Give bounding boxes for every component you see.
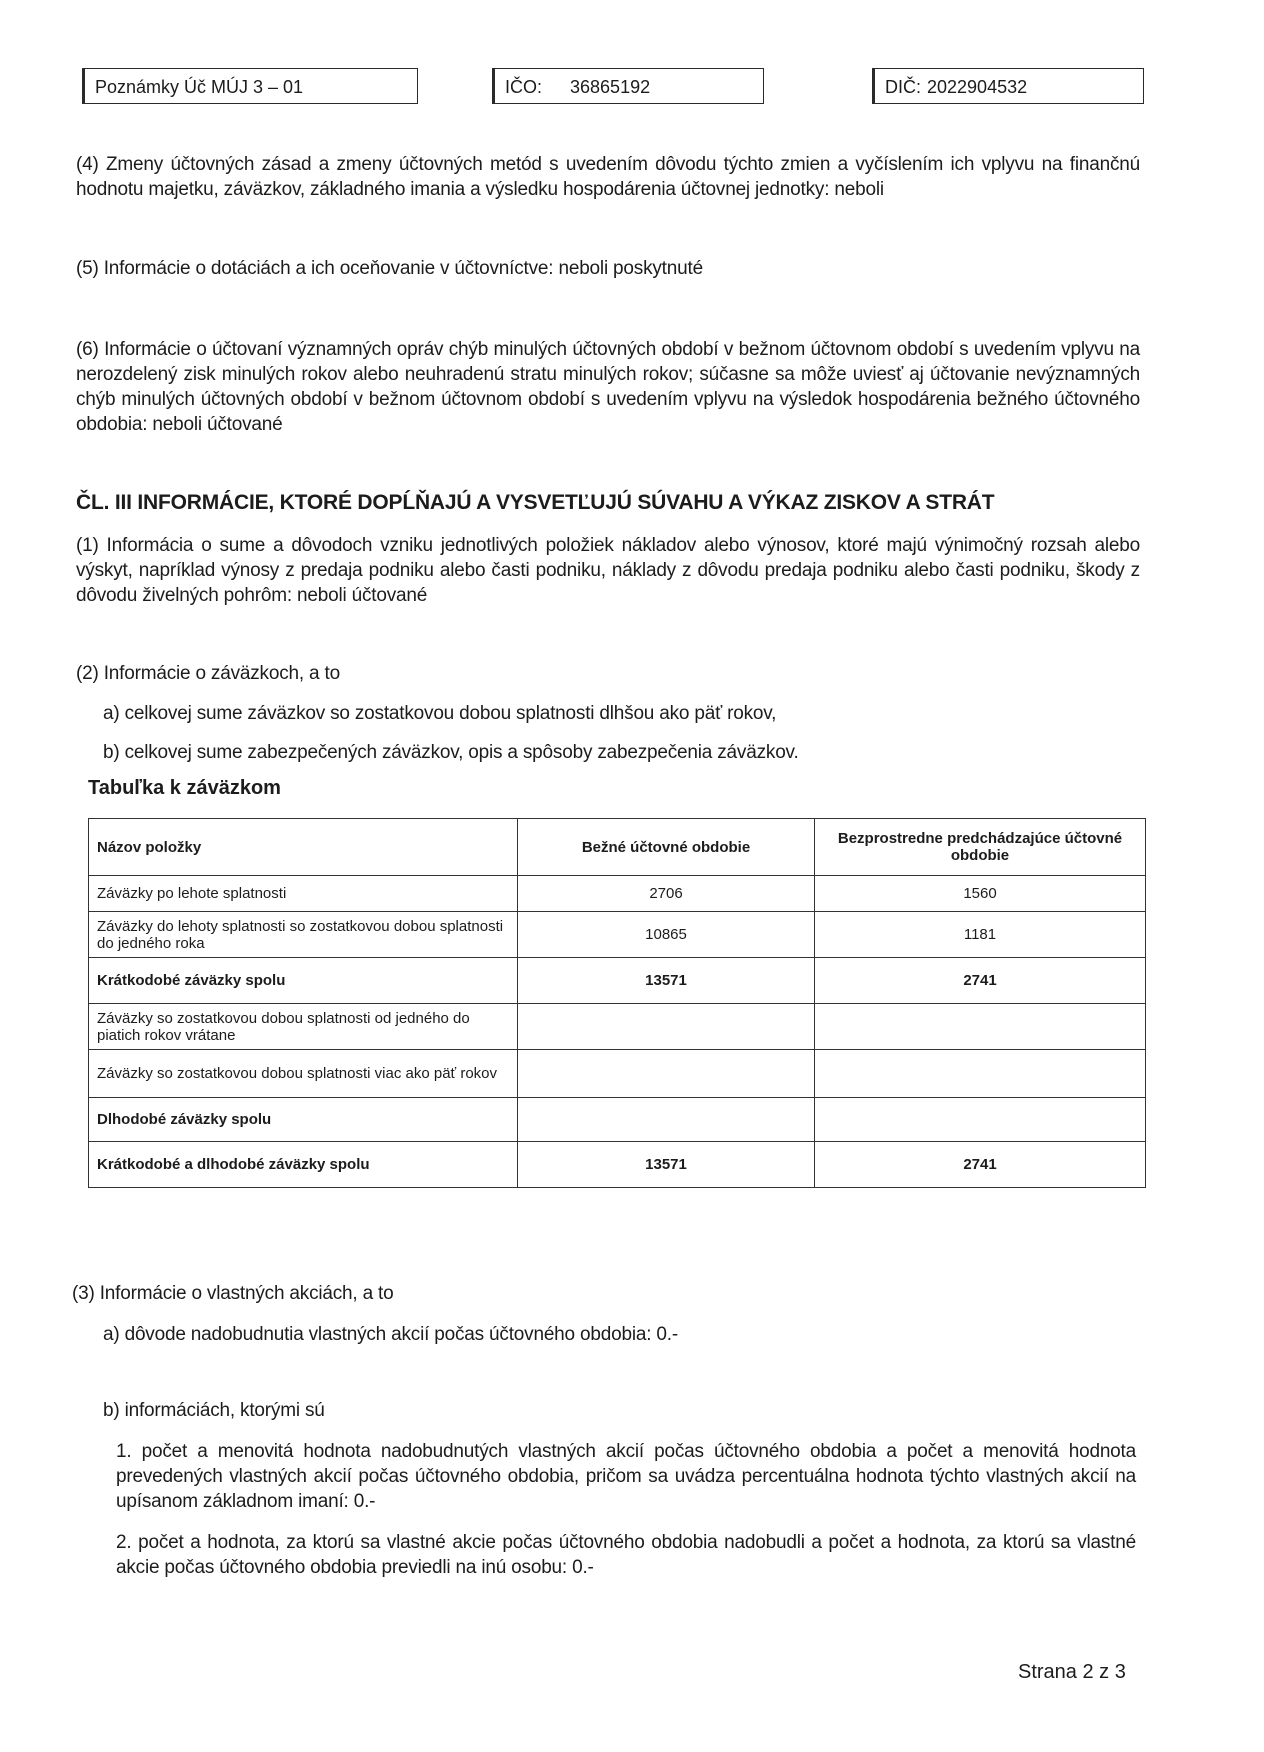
paragraph-2a: a) celkovej sume záväzkov so zostatkovou dobou splatnosti dlhšou ako päť rokov, <box>103 703 777 724</box>
row-previous-value: 1560 <box>815 876 1146 912</box>
table-row <box>89 912 1146 958</box>
header-previous-period: Bezprostredne predchádzajúce účtovné obdobie <box>815 819 1146 876</box>
row-previous-value <box>815 1050 1146 1098</box>
table-row-total <box>89 1142 1146 1188</box>
row-previous-value: 1181 <box>815 912 1146 958</box>
dic-value: 2022904532 <box>927 77 1028 97</box>
section-paragraph-3: (3) Informácie o vlastných akciách, a to <box>72 1283 394 1304</box>
row-previous-value <box>815 1098 1146 1142</box>
row-previous-value <box>815 1004 1146 1050</box>
section-paragraph-1: (1) Informácia o sume a dôvodoch vzniku jednotlivých položiek nákladov alebo výnosov, ktoré majú výnimočný rozsah alebo výskyt, napríklad výnosy z predaja podniku alebo časti podniku, náklady z dôvodu predaja podniku alebo časti podniku, škody z dôvodu živelných pohrôm: neboli účtované <box>76 535 1140 606</box>
row-label: Záväzky po lehote splatnosti <box>89 876 518 912</box>
table-row <box>89 876 1146 912</box>
table-title: Tabuľka k záväzkom <box>88 777 281 799</box>
row-previous-value: 2741 <box>815 1142 1146 1188</box>
row-label: Záväzky so zostatkovou dobou splatnosti viac ako päť rokov <box>89 1050 518 1098</box>
header-ico-box <box>492 68 764 104</box>
row-label: Záväzky do lehoty splatnosti so zostatkovou dobou splatnosti do jedného roka <box>89 912 518 958</box>
row-current-value: 2706 <box>518 876 815 912</box>
row-current-value <box>518 1098 815 1142</box>
dic-label: DIČ: <box>885 77 921 97</box>
paragraph-3a: a) dôvode nadobudnutia vlastných akcií počas účtovného obdobia: 0.- <box>103 1324 678 1345</box>
header-current-period: Bežné účtovné obdobie <box>518 819 815 876</box>
row-current-value: 10865 <box>518 912 815 958</box>
row-label: Záväzky so zostatkovou dobou splatnosti od jedného do piatich rokov vrátane <box>89 1004 518 1050</box>
table-row <box>89 1050 1146 1098</box>
ico-label: IČO: <box>505 77 543 97</box>
header-item-name: Názov položky <box>89 819 518 876</box>
paragraph-4: (4) Zmeny účtovných zásad a zmeny účtovných metód s uvedením dôvodu týchto zmien a vyčíslením ich vplyvu na finančnú hodnotu majetku, záväzkov, základného imania a výsledku hospodárenia účtovnej jednotky: neboli <box>76 154 1140 200</box>
row-current-value: 13571 <box>518 1142 815 1188</box>
row-current-value <box>518 1004 815 1050</box>
paragraph-6: (6) Informácie o účtovaní významných opráv chýb minulých účtovných období v bežnom účtovnom období s uvedením vplyvu na nerozdelený zisk minulých rokov alebo neuhradenú stratu minulých rokov; súčasne sa môže uviesť aj účtovanie nevýznamných chýb minulých účtovných období v bežnom účtovnom období s uvedením vplyvu na výsledok hospodárenia bežného účtovného obdobia: neboli účtované <box>76 339 1140 435</box>
table-row-subtotal <box>89 958 1146 1004</box>
header-notes-box <box>82 68 418 104</box>
header-dic-box <box>872 68 1144 104</box>
paragraph-3b: b) informáciách, ktorými sú <box>103 1400 325 1421</box>
paragraph-3b-2: 2. počet a hodnota, za ktorú sa vlastné akcie počas účtovného obdobia nadobudli a počet a hodnota, za ktorú sa vlastné akcie počas účtovného obdobia previedli na inú osobu: 0.- <box>116 1532 1136 1578</box>
row-label: Dlhodobé záväzky spolu <box>89 1098 518 1142</box>
row-current-value <box>518 1050 815 1098</box>
page-number: Strana 2 z 3 <box>1018 1661 1126 1683</box>
row-label: Krátkodobé a dlhodobé záväzky spolu <box>89 1142 518 1188</box>
liabilities-table <box>88 818 1146 1188</box>
row-previous-value: 2741 <box>815 958 1146 1004</box>
paragraph-2b: b) celkovej sume zabezpečených záväzkov, opis a spôsoby zabezpečenia záväzkov. <box>103 742 799 763</box>
table-row-subtotal <box>89 1098 1146 1142</box>
paragraph-3b-1: 1. počet a menovitá hodnota nadobudnutých vlastných akcií počas účtovného obdobia a počet a menovitá hodnota prevedených vlastných akcií počas účtovného obdobia, pričom sa uvádza percentuálna hodnota týchto vlastných akcií na upísanom základnom imaní: 0.- <box>116 1441 1136 1512</box>
paragraph-5: (5) Informácie o dotáciách a ich oceňovanie v účtovníctve: neboli poskytnuté <box>76 258 703 279</box>
table-header-row <box>89 819 1146 876</box>
section-heading: ČL. III INFORMÁCIE, KTORÉ DOPĹŇAJÚ A VYSVETĽUJÚ SÚVAHU A VÝKAZ ZISKOV A STRÁT <box>76 491 995 514</box>
section-paragraph-2: (2) Informácie o záväzkoch, a to <box>76 663 340 684</box>
row-label: Krátkodobé záväzky spolu <box>89 958 518 1004</box>
notes-code: Poznámky Úč MÚJ 3 – 01 <box>95 77 304 97</box>
table-row <box>89 1004 1146 1050</box>
row-current-value: 13571 <box>518 958 815 1004</box>
ico-value: 36865192 <box>570 77 651 97</box>
